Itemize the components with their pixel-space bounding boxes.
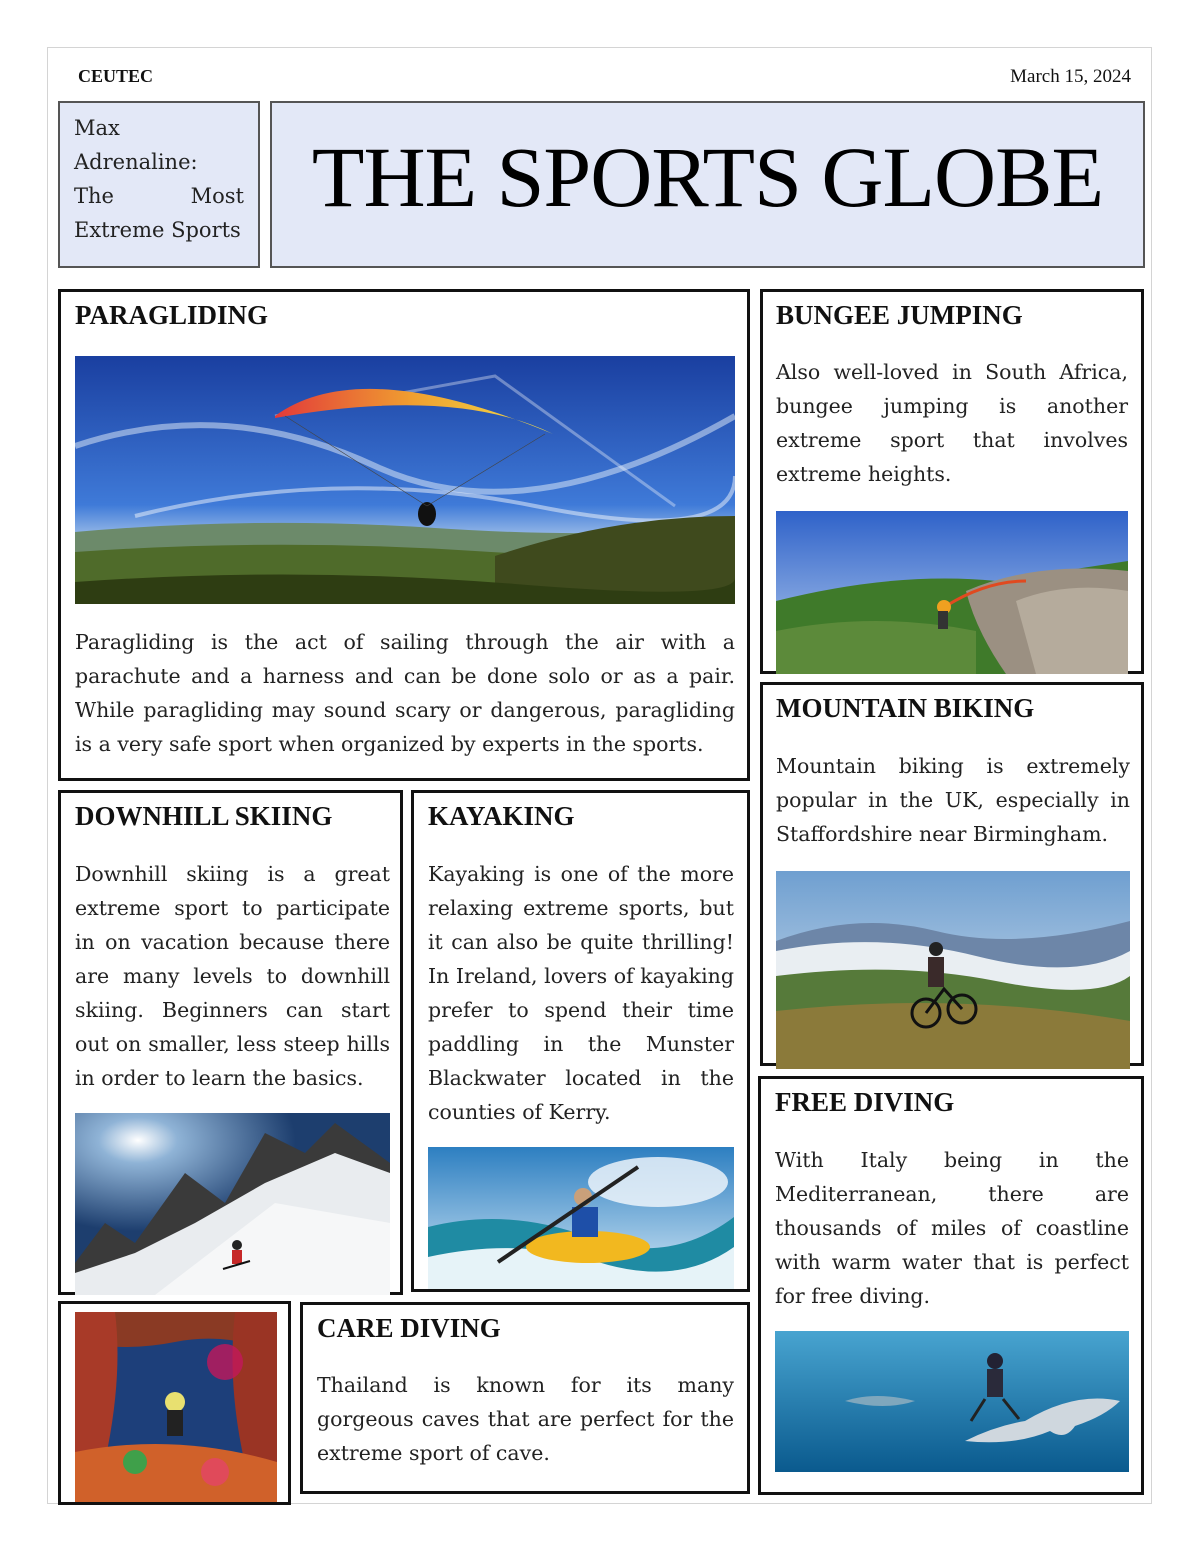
issue-date: March 15, 2024 bbox=[1010, 66, 1131, 87]
mountain-biking-photo bbox=[776, 871, 1130, 1069]
organization-name: CEUTEC bbox=[78, 66, 154, 86]
masthead-title: THE SPORTS GLOBE bbox=[311, 128, 1104, 225]
paragliding-text: Paragliding is the act of sailing through the air with a parachute and a harness and can be done solo or as a pair. While paragliding may sound scary or dangerous, paragliding is a very safe sport when organized by experts in the sports. bbox=[75, 630, 735, 756]
cave-diving-title: CARE DIVING bbox=[317, 1313, 501, 1343]
kayaking-title: KAYAKING bbox=[428, 801, 575, 831]
mountain-biking-text: Mountain biking is extremely popular in the UK, especially in Staffordshire near Birmingham. bbox=[776, 754, 1130, 846]
downhill-skiing-title: DOWNHILL SKIING bbox=[75, 801, 333, 831]
kayaking-article bbox=[411, 790, 750, 1292]
masthead-box bbox=[270, 101, 1145, 268]
tagline-box bbox=[58, 101, 260, 268]
cave-diving-article bbox=[300, 1302, 750, 1494]
paragliding-article bbox=[58, 289, 750, 781]
bungee-photo bbox=[776, 511, 1128, 674]
free-diving-title: FREE DIVING bbox=[775, 1087, 955, 1117]
tagline: Max Adrenaline: The Most Extreme Sports bbox=[74, 116, 244, 242]
mountain-biking-article bbox=[760, 682, 1144, 1066]
downhill-skiing-text: Downhill skiing is a great extreme sport to participate in on vacation because there are many levels to downhill skiing. Beginners can start out on smaller, less steep hills in order to learn the basics. bbox=[75, 862, 390, 1090]
cave-diving-photo-box bbox=[58, 1301, 291, 1505]
paragliding-title: PARAGLIDING bbox=[75, 300, 269, 330]
downhill-skiing-article bbox=[58, 790, 403, 1295]
cave-diving-text: Thailand is known for its many gorgeous caves that are perfect for the extreme sport of cave. bbox=[317, 1373, 734, 1465]
bungee-title: BUNGEE JUMPING bbox=[776, 300, 1023, 330]
bungee-text: Also well-loved in South Africa, bungee jumping is another extreme sport that involves extreme heights. bbox=[776, 360, 1128, 486]
kayaking-photo bbox=[428, 1147, 734, 1289]
mountain-biking-title: MOUNTAIN BIKING bbox=[776, 693, 1035, 723]
kayaking-text: Kayaking is one of the more relaxing extreme sports, but it can also be quite thrilling! In Ireland, lovers of kayaking prefer to spend their time paddling in the Munster Blackwater located in the counties of Kerry. bbox=[428, 862, 734, 1124]
cave-diving-photo bbox=[75, 1312, 277, 1502]
paragliding-photo bbox=[75, 356, 735, 604]
free-diving-article bbox=[758, 1076, 1144, 1495]
free-diving-text: With Italy being in the Mediterranean, there are thousands of miles of coastline with warm water that is perfect for free diving. bbox=[775, 1148, 1129, 1308]
bungee-article bbox=[760, 289, 1144, 674]
free-diving-photo bbox=[775, 1331, 1129, 1472]
downhill-skiing-photo bbox=[75, 1113, 390, 1295]
